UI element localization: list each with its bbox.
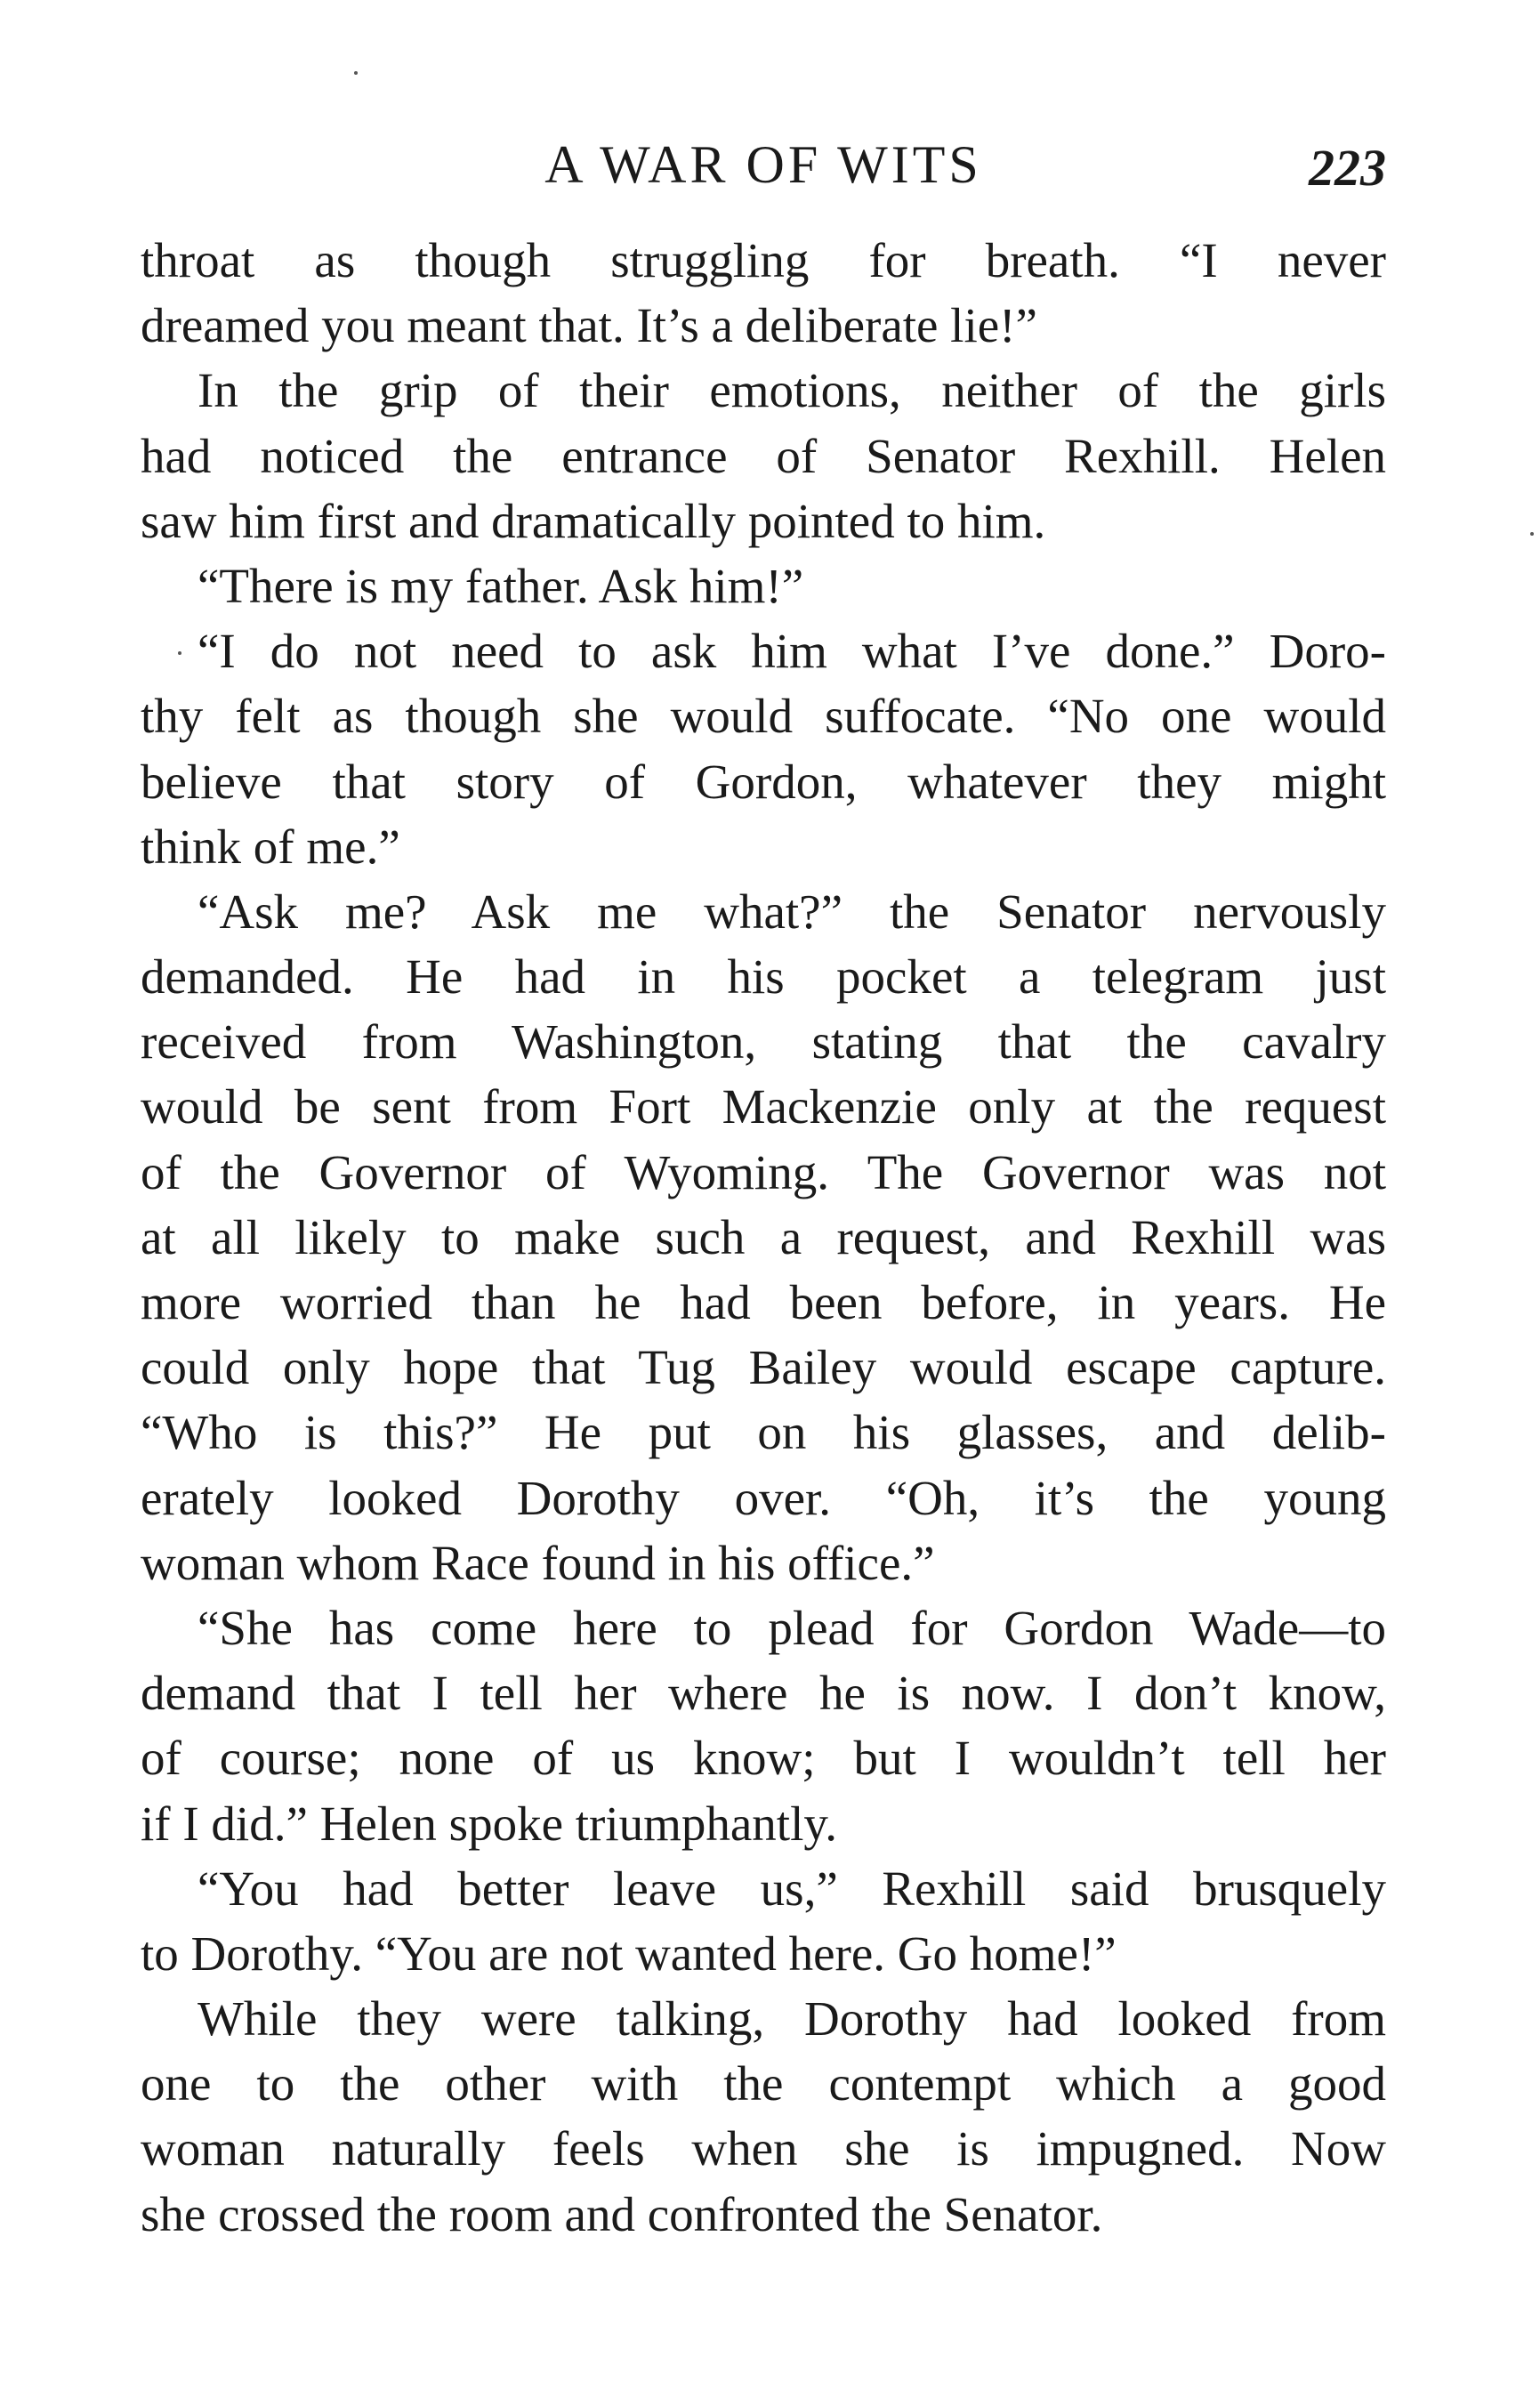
text-line: demand that I tell her where he is now. I don’t know,: [141, 1666, 1386, 1721]
text-line: dreamed you meant that. It’s a deliberate lie!”: [141, 298, 1037, 353]
text-line: “Who is this?” He put on his glasses, and delib-: [141, 1405, 1386, 1460]
print-speck: [1530, 532, 1534, 536]
text-line: erately looked Dorothy over. “Oh, it’s the young: [141, 1470, 1386, 1525]
text-line: saw him first and dramatically pointed to him.: [141, 493, 1046, 548]
text-line: at all likely to make such a request, and Rexhill was: [141, 1209, 1386, 1264]
text-line: to Dorothy. “You are not wanted here. Go home!”: [141, 1926, 1117, 1981]
text-line: if I did.” Helen spoke triumphantly.: [141, 1796, 838, 1851]
text-line: “There is my father. Ask him!”: [198, 558, 804, 613]
body-text: [141, 228, 1386, 2247]
text-line: “Ask me? Ask me what?” the Senator nervously: [198, 884, 1386, 939]
text-line: woman whom Race found in his office.”: [141, 1535, 935, 1590]
text-line: could only hope that Tug Bailey would escape capture.: [141, 1340, 1386, 1395]
text-line: demanded. He had in his pocket a telegram just: [141, 949, 1386, 1005]
text-line: throat as though struggling for breath. “I never: [141, 233, 1386, 287]
text-line: would be sent from Fort Mackenzie only at the request: [141, 1079, 1386, 1134]
text-line: she crossed the room and confronted the Senator.: [141, 2186, 1103, 2241]
page-number: 223: [1309, 139, 1386, 197]
page-header: [141, 133, 1386, 205]
text-line: “She has come here to plead for Gordon Wade—to: [198, 1600, 1386, 1655]
text-line: thy felt as though she would suffocate. “No one would: [141, 689, 1386, 744]
text-line: of course; none of us know; but I wouldn’t tell her: [141, 1731, 1386, 1786]
text-line: of the Governor of Wyoming. The Governor was not: [141, 1144, 1386, 1199]
text-line: had noticed the entrance of Senator Rexhill. Helen: [141, 428, 1386, 483]
text-line: believe that story of Gordon, whatever they might: [141, 754, 1386, 809]
text-line: In the grip of their emotions, neither of the girls: [198, 363, 1386, 418]
text-line: one to the other with the contempt which a good: [141, 2056, 1386, 2111]
text-line: think of me.”: [141, 819, 400, 874]
text-line: While they were talking, Dorothy had looked from: [198, 1991, 1386, 2047]
text-line: received from Washington, stating that the cavalry: [141, 1014, 1386, 1070]
text-line: “I do not need to ask him what I’ve done.” Doro-: [198, 624, 1386, 679]
running-title: A WAR OF WITS: [544, 135, 982, 194]
text-line: “You had better leave us,” Rexhill said brusquely: [198, 1861, 1386, 1916]
text-line: more worried than he had been before, in years. He: [141, 1275, 1386, 1329]
text-line: woman naturally feels when she is impugned. Now: [141, 2121, 1386, 2176]
print-speck: [354, 71, 358, 75]
